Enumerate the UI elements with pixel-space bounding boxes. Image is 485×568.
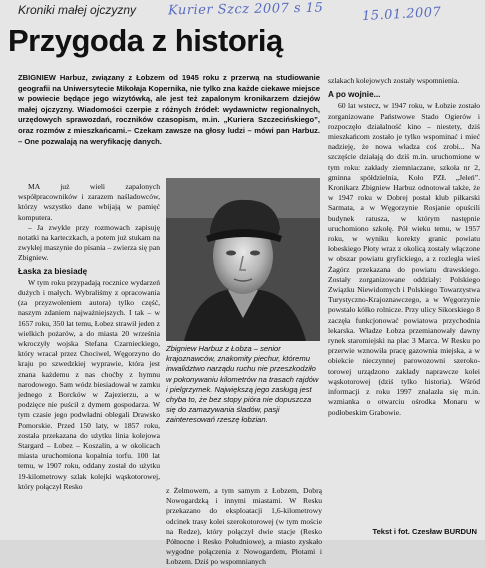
column-right [328,76,480,418]
body-paragraph: MA już wieli zapalonych współpracowników i zarazem naśladowców, którzy wszystko dane wbijają w pamięć komputera. [18,182,160,222]
portrait-photo [166,178,320,341]
body-paragraph: W tym roku przypadają rocznice wydarzeń dużych i małych. Wybraliśmy z opracowania (za przyzwoleniem autora) tylko część, naszym zdaniem najważniejszych. I tak – w 1657 roku, 350 lat temu, Łobez strawił jeden z wielkich pożarów, a do miasta 20 września wkroczyły wojska Stefana Czarnieckiego, który wracał przez Chociwel, Węgorzyno do kraju po szwedzkiej wyprawie, która jest znana każdemu z nas choćby z hymnu narodowego. Sam wódz biesiadował w zamku jednego z Borcków w Zajezierzu, a w podzięce nie puścił z dymem gospodarza. W tym czasie jego podwładni oblegali Drawsko Pomorskie. Przed 150 laty, w 1857 roku, została przekazana do użytku linia kolejowa Stargard – Łobez – Koszalin, a w okolicach miasta uruchomiona kopalnia torfu. 100 lat temu, w 1907 roku, oddany został do użytku 19-kilometrowy szlak kolejki wąskotorowej, który połączył Resko [18,277,160,491]
body-paragraph: 60 lat wstecz, w 1947 roku, w Łobzie zostało zorganizowane Państwowe Stado Ogierów i rozpoczęło działalność kino – niestety, dziś mieszkańcom zostało je tylko wspominać i mieć nadzieję, że nowa władza coś zrobi... Na szczęście działają do dziś m.in. uruchomione w tym roku: zakłady ziemniaczane, szkoła nr 2, gminna spółdzielnia, Koło PZŁ „Jeleń”. Kronikarz Zbigniew Harbuz odnotował także, że w 1947 roku w Dobrej postał klub piłkarski Sarmata, a w Węgorzynie Rosjanie opuścili budynek ratusza, w którym następnie uruchomiono szkołę. Pół wieku temu, w 1957 roku, w wyniku korekty granic powiatu łobeskiego Płoty wraz z okolicą zostały włączone w obszar powiatu gryfickiego, a z rozległa wieś Żagórz przekazana do powiatu drawskiego. Zostały zorganizowane oddziały: Polskiego Związku Niewidomych i Polskiego Towarzystwa Turystyczno-Krajoznawczego, a w Węgorzynie powstało kółko rolnicze. Przy ulicy Sikorskiego 8 zaczęła funkcjonować powiatowa przychodnia lekarska. Władze Łobza przemianowały dawny rynek staromiejski na plac 3 Marca. W Resku po przerwie wznowiła pracę gazownia miejska, a w obiekcie nieczynnej parowozowni szeroko-torowej urządzono zakłady naprawcze kolei wąskotorowej (dziś tylko historia). Wśród informacji z roku 1997 znalazła się m.in. wzmianka o otwarciu ośrodka Monaru w podłobeskim Grabowie. [328,101,480,417]
subheading: A po wojnie... [328,90,381,100]
body-paragraph: z Żelmowem, a tym samym z Łobzem, Dobrą Nowogardzką i innymi miastami. W Resku przekazano do eksploatacji 1,6-kilometrowy odcinek trasy kolei szerokotorowej (w tym moście na Redze), który połączył dwie stacje (Resko Północne i Resko Południowe), a miasto zyskało wygodne połączenia z Nowogardem, Płotami i Łobzem. Dziś po wspomnianych [166,486,322,567]
handwritten-source-note: Kurier Szcz 2007 s 15 [167,0,324,19]
photo-caption: Zbigniew Harbuz z Łobza – senior krajoznawców, znakomity piechur, któremu inwalidztwo narządu ruchu nie przeszkodziło w pokonywaniu kilometrów na trasach rajdów i pielgrzymek. Największą jego zasługą jest chyba to, że bez stopy pióra nie dopuszcza się do zamazywania śladów, pasji zainteresowań rzeszę łobzian. [166,344,319,425]
body-paragraph: szlakach kolejowych zostały wspomnienia. [328,76,460,85]
column-middle-bottom [166,486,322,568]
portrait-illustration [166,178,320,341]
body-paragraph: – Ja zwykle przy rozmowach zapisuję notatki na karteczkach, a potem już stukam na zwykłej maszynie do pisania – zwierza się pan Zbigniew. [18,222,160,263]
section-kicker: Kroniki małej ojczyzny [18,3,137,17]
lead-paragraph: ZBIGNIEW Harbuz, związany z Łobzem od 1945 roku z przerwą na studiowanie geografii na Uniwersytecie Mikołaja Kopernika, nie tylko zna każde ciekawe miejsce w powiecie będące jego wizytówką, ale jest też zapalonym kronikarzem dziejów małej ojczyzny. Wiadomości czerpie z różnych źródeł: wydawnictw regionalnych, urzędowych sprawozdań, roczników czasopism, m.in. „Kuriera Szczecińskiego”, oraz rozmów z mieszkańcami.– Czekam zawsze na głosy ludzi – mówi pan Harbuz. – One pozwalają na weryfikację danych. [18,73,320,146]
author-credit: Tekst i fot. Czesław BURDUN [372,527,477,536]
column-left [18,182,160,492]
handwritten-date-note: 15.01.2007 [361,4,442,25]
headline: Przygoda z historią [8,23,283,58]
subheading: Łaska za biesiadę [18,266,88,276]
